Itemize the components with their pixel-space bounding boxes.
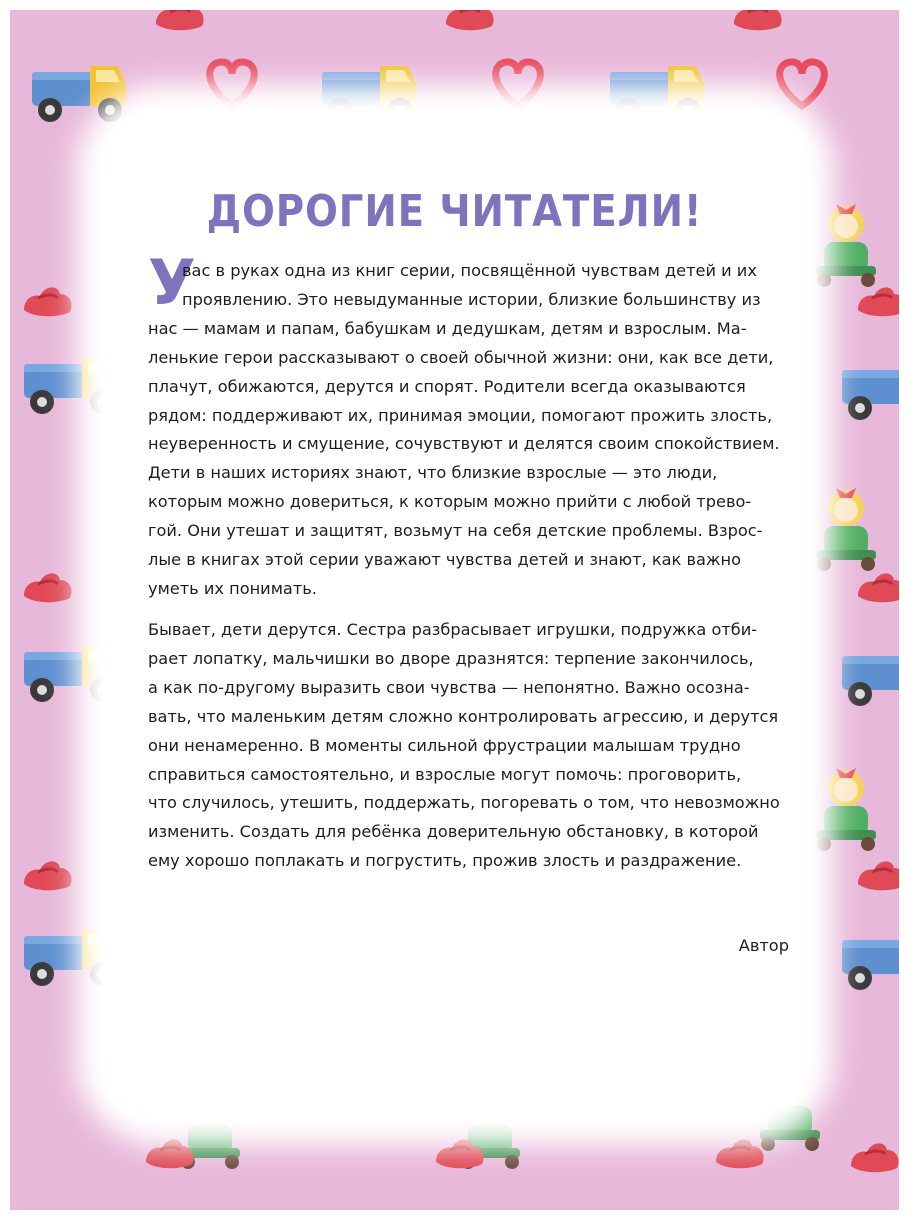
text-line: плачут, обижаются, дерутся и спорят. Родители всегда оказываются	[148, 376, 746, 396]
paragraph-2	[148, 616, 792, 876]
text-line: справиться самостоятельно, и взрослые могут помочь: проговорить,	[148, 764, 742, 784]
text-line: вас в руках одна из книг серии, посвящённой чувствам детей и их	[182, 261, 757, 280]
text-line: гой. Они утешат и защитят, возьмут на себя детские проблемы. Взрос-	[148, 521, 763, 541]
text-line: ленькие герои рассказывают о своей обычной жизни: они, как все дети,	[148, 347, 774, 367]
text-line: неуверенность и смущение, сочувствуют и делятся своим спокойствием.	[148, 434, 780, 454]
text-line: нас — мамам и папам, бабушкам и дедушкам, детям и взрослым. Ма-	[148, 318, 747, 338]
text-line: они ненамеренно. В моменты сильной фрустрации малышам трудно	[148, 735, 741, 755]
text-line: проявлению. Это невыдуманные истории, близкие большинству из	[182, 289, 761, 309]
text-line: лые в книгах этой серии уважают чувства детей и знают, как важно	[148, 550, 741, 570]
shoe-toy-icon	[734, 10, 782, 30]
shoe-toy-icon	[156, 10, 204, 30]
shoe-toy-icon	[446, 10, 494, 30]
text-line: что случилось, утешить, поддержать, погоревать о том, что невозможно	[148, 793, 780, 813]
text-line: изменить. Создать для ребёнка доверительную обстановку, в которой	[148, 822, 759, 842]
text-line: Дети в наших историях знают, что близкие взрослые — это люди,	[148, 463, 718, 483]
text-line: а как по-другому выразить свои чувства — непонятно. Важно осозна-	[148, 677, 750, 697]
text-line: ему хорошо поплакать и погрустить, прожив злость и раздражение.	[148, 851, 742, 871]
text-line: которым можно довериться, к которым можно прийти с любой трево-	[148, 492, 752, 512]
paragraph-1	[148, 257, 792, 604]
text-line: вать, что маленьким детям сложно контролировать агрессию, и дерутся	[148, 706, 779, 726]
text-line: уметь их понимать.	[148, 578, 317, 598]
text-line: рядом: поддерживают их, принимая эмоции, помогают прожить злость,	[148, 405, 773, 425]
text-line: рает лопатку, мальчишки во дворе дразнятся: терпение закончилось,	[148, 648, 754, 668]
page-title: ДОРОГИЕ ЧИТАТЕЛИ!	[206, 186, 703, 237]
author-signature: Автор	[738, 936, 789, 955]
drop-cap: У	[148, 246, 196, 319]
text-line: Бывает, дети дерутся. Сестра разбрасывает игрушки, подружка отби-	[148, 620, 758, 639]
